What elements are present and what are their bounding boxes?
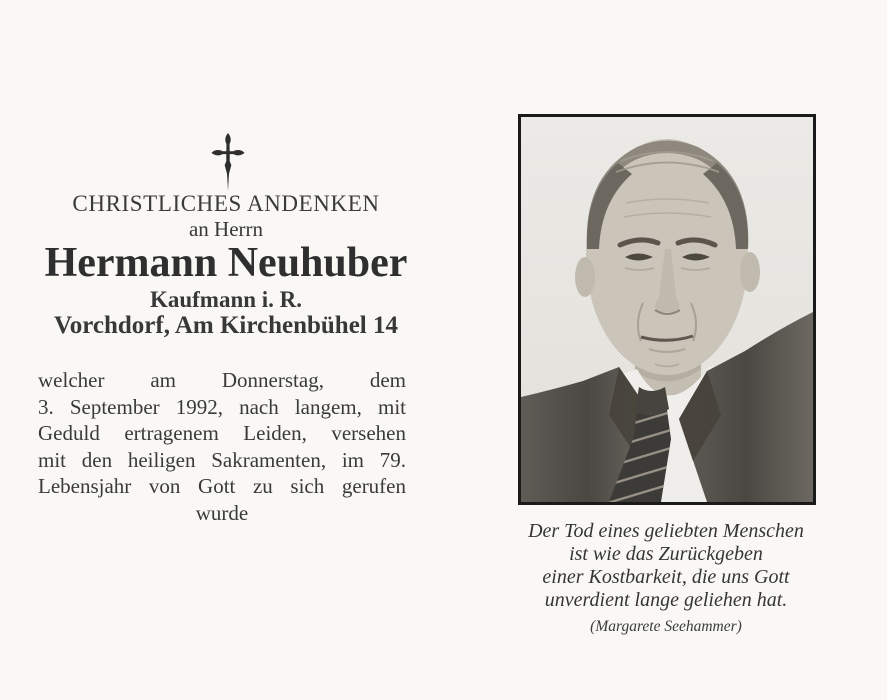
quote-line: Der Tod eines geliebten Menschen xyxy=(528,520,804,542)
quote-line: unverdient lange geliehen hat. xyxy=(544,589,788,611)
deceased-name: Hermann Neuhuber xyxy=(44,240,408,286)
portrait-photo xyxy=(518,114,816,505)
occupation: Kaufmann i. R. xyxy=(149,287,303,312)
cross-icon xyxy=(209,132,247,192)
obituary-text xyxy=(38,367,406,527)
salutation: an Herrn xyxy=(188,217,264,241)
address: Vorchdorf, Am Kirchenbühel 14 xyxy=(53,312,399,339)
obituary-line: welcher am Donnerstag, dem xyxy=(38,368,406,392)
quote-attribution: (Margarete Seehammer) xyxy=(590,618,742,635)
obituary-line: 3. September 1992, nach langem, mit xyxy=(38,394,406,419)
memorial-quote xyxy=(470,520,862,636)
quote-line: einer Kostbarkeit, die uns Gott xyxy=(542,566,790,588)
memorial-heading: CHRISTLICHES ANDENKEN xyxy=(72,191,380,216)
quote-line: ist wie das Zurückgeben xyxy=(569,543,763,565)
obituary-line: Geduld ertragenem Leiden, versehen xyxy=(38,421,406,446)
obituary-line: wurde xyxy=(195,500,249,525)
obituary-line: Lebensjahr von Gott zu sich gerufen xyxy=(38,474,406,499)
obituary-line: mit den heiligen Sakramenten, im 79. xyxy=(38,447,406,472)
